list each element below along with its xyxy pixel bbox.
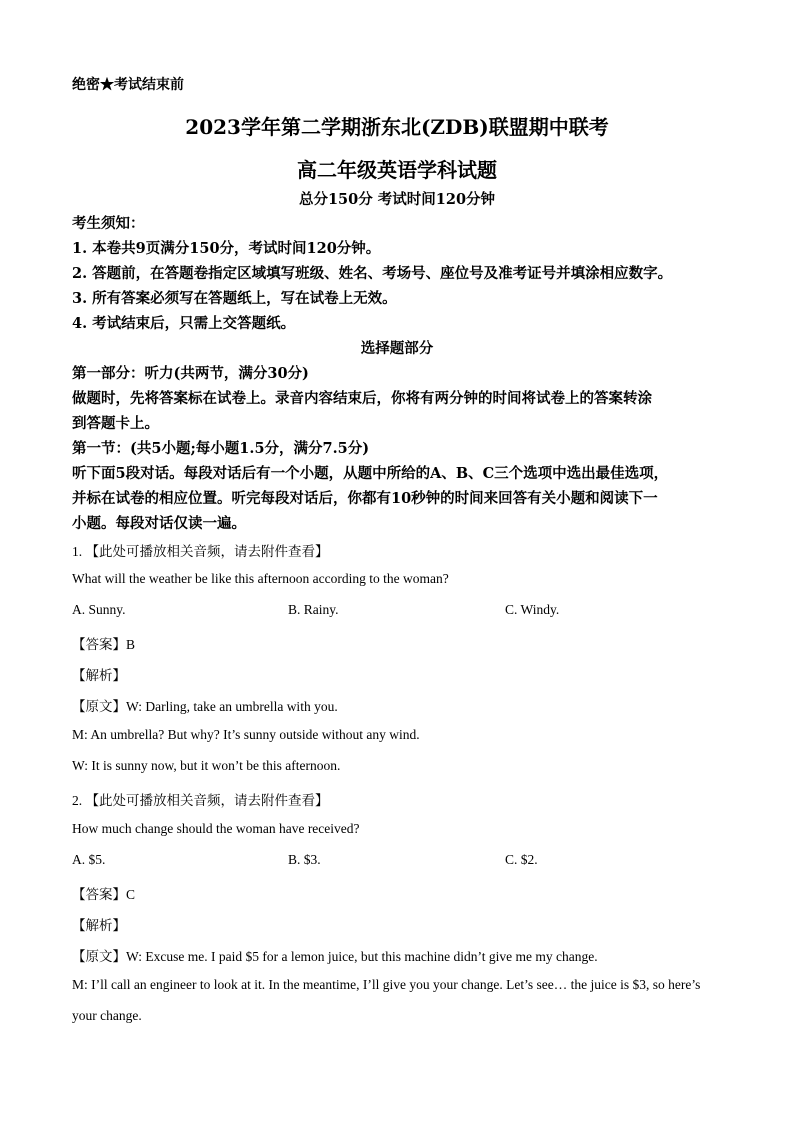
note-item: 4. 考试结束后，只需上交答题纸。 bbox=[72, 315, 296, 332]
question-2-script-line: your change. bbox=[72, 1008, 142, 1023]
question-1-answer: 【答案】B bbox=[72, 637, 136, 652]
part1-instruction: 做题时，先将答案标在试卷上。录音内容结束后，你将有两分钟的时间将试卷上的答案转涂 bbox=[72, 390, 652, 407]
question-1-option-b: B. Rainy. bbox=[288, 602, 339, 617]
question-1-analysis: 【解析】 bbox=[72, 668, 126, 683]
confidential-label: 绝密★考试结束前 bbox=[72, 77, 184, 93]
question-2-option-b: B. $3. bbox=[288, 852, 321, 867]
note-item: 2. 答题前，在答题卷指定区域填写班级、姓名、考场号、座位号及准考证号并填涂相应数字。 bbox=[72, 265, 673, 282]
exam-title: 2023学年第二学期浙东北(ZDB)联盟期中联考 bbox=[185, 115, 609, 139]
question-2-analysis: 【解析】 bbox=[72, 918, 126, 933]
subsection1-instruction: 听下面5段对话。每段对话后有一个小题，从题中所给的A、B、C三个选项中选出最佳选项， bbox=[72, 465, 669, 482]
part1-heading: 第一部分：听力(共两节，满分30分) bbox=[72, 365, 309, 382]
question-2-text: How much change should the woman have received? bbox=[72, 821, 360, 836]
score-time: 总分150分 考试时间120分钟 bbox=[298, 191, 496, 208]
question-2-option-a: A. $5. bbox=[72, 852, 106, 867]
note-item: 3. 所有答案必须写在答题纸上，写在试卷上无效。 bbox=[72, 290, 397, 307]
note-item: 1. 本卷共9页满分150分，考试时间120分钟。 bbox=[72, 240, 381, 257]
exam-subtitle: 高二年级英语学科试题 bbox=[297, 158, 497, 182]
subsection1-heading: 第一节：(共5小题;每小题1.5分，满分7.5分) bbox=[72, 440, 370, 457]
question-2-option-c: C. $2. bbox=[505, 852, 538, 867]
notes-heading: 考生须知： bbox=[72, 215, 145, 232]
subsection1-instruction: 小题。每段对话仅读一遍。 bbox=[72, 515, 246, 532]
part1-instruction: 到答题卡上。 bbox=[72, 415, 159, 432]
question-1-text: What will the weather be like this afternoon according to the woman? bbox=[72, 571, 449, 586]
question-2-script-line: M: I’ll call an engineer to look at it. In the meantime, I’ll give you your change. Let’s see… the juice is $3, so here’s bbox=[72, 977, 701, 992]
question-1-script-line: 【原文】W: Darling, take an umbrella with you. bbox=[72, 699, 338, 714]
question-2-audio-link[interactable]: 2. 【此处可播放相关音频，请去附件查看】 bbox=[72, 793, 329, 808]
question-2-answer: 【答案】C bbox=[72, 887, 136, 902]
question-1-option-a: A. Sunny. bbox=[72, 602, 126, 617]
question-1-script-line: W: It is sunny now, but it won’t be this afternoon. bbox=[72, 758, 341, 773]
question-1-audio-link[interactable]: 1. 【此处可播放相关音频，请去附件查看】 bbox=[72, 544, 329, 559]
question-1-script-line: M: An umbrella? But why? It’s sunny outside without any wind. bbox=[72, 727, 420, 742]
subsection1-instruction: 并标在试卷的相应位置。听完每段对话后，你都有10秒钟的时间来回答有关小题和阅读下一 bbox=[72, 490, 658, 507]
question-2-script-line: 【原文】W: Excuse me. I paid $5 for a lemon juice, but this machine didn’t give me my change. bbox=[72, 949, 598, 964]
question-1-option-c: C. Windy. bbox=[505, 602, 560, 617]
section-title: 选择题部分 bbox=[360, 340, 434, 357]
